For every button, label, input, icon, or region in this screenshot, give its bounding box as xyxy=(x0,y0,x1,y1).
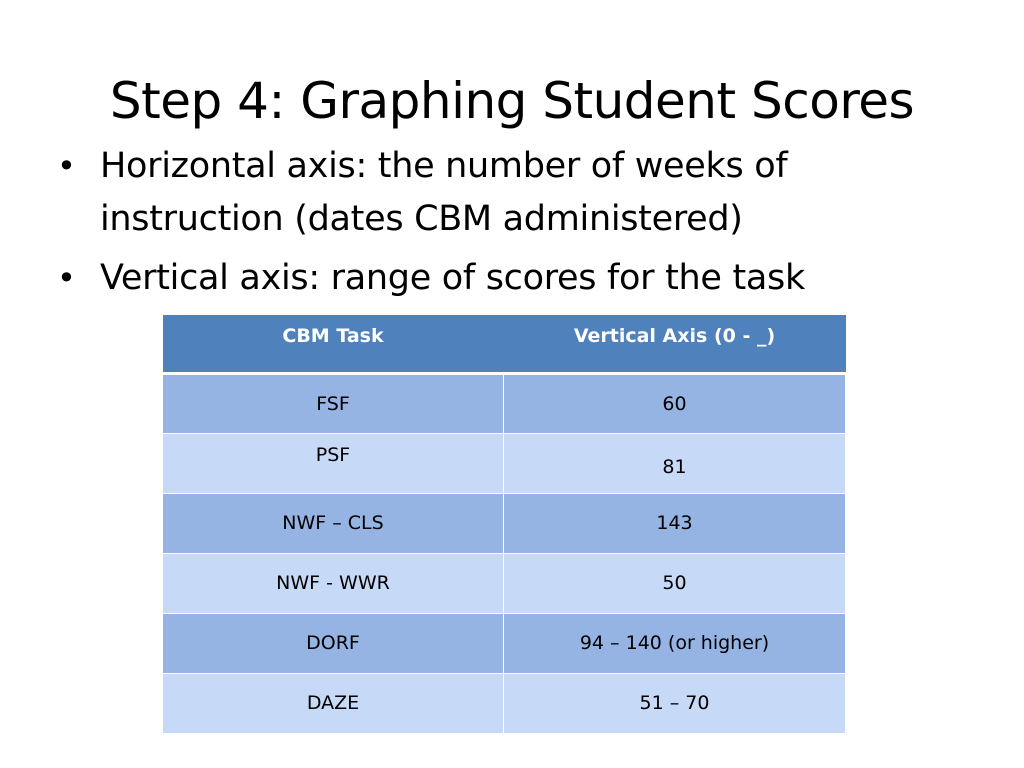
bullet-text: Vertical axis: range of scores for the task xyxy=(100,258,805,298)
task-cell: NWF – CLS xyxy=(163,493,504,553)
task-cell: NWF - WWR xyxy=(163,553,504,613)
bullet-dot-icon: • xyxy=(57,259,76,297)
task-cell: DAZE xyxy=(163,673,504,733)
range-cell: 81 xyxy=(504,433,846,493)
table-row xyxy=(163,493,846,553)
header-vertical-axis: Vertical Axis (0 - _) xyxy=(504,315,846,373)
range-cell: 60 xyxy=(504,373,846,433)
task-cell: DORF xyxy=(163,613,504,673)
table-header-row xyxy=(163,315,846,373)
table-row xyxy=(163,433,846,493)
bullet-text: Horizontal axis: the number of weeks of instruction (dates CBM administered) xyxy=(100,146,788,239)
table-row xyxy=(163,553,846,613)
range-cell: 51 – 70 xyxy=(504,673,846,733)
bullet-list xyxy=(55,140,955,311)
table-row xyxy=(163,373,846,433)
range-cell: 143 xyxy=(504,493,846,553)
bullet-dot-icon: • xyxy=(57,147,76,185)
table-row xyxy=(163,673,846,733)
task-cell: PSF xyxy=(163,433,504,493)
range-cell: 50 xyxy=(504,553,846,613)
bullet-item xyxy=(55,140,955,246)
task-cell: FSF xyxy=(163,373,504,433)
table-row xyxy=(163,613,846,673)
bullet-item xyxy=(55,252,955,305)
cbm-score-table xyxy=(162,315,846,734)
range-cell: 94 – 140 (or higher) xyxy=(504,613,846,673)
slide-title: Step 4: Graphing Student Scores xyxy=(109,72,915,130)
header-cbm-task: CBM Task xyxy=(163,315,504,373)
